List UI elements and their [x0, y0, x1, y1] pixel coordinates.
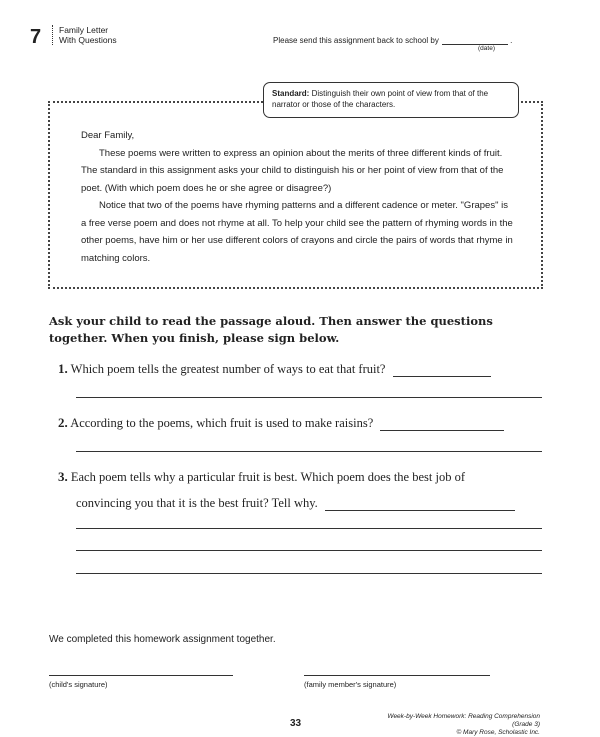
- instructions: Ask your child to read the passage aloud. Then answer the questions together. When you finish, please sign below.: [49, 314, 493, 345]
- credit-line-2: © Mary Rose, Scholastic Inc.: [456, 729, 540, 736]
- standard-label: Standard:: [272, 89, 310, 98]
- letter-paragraph-2: Notice that two of the poems have rhyming patterns and a different cadence or meter. "Grapes" is a free verse poem and does not rhyme at all. To help your child see the pattern of rhyming words in the other poems, have him or her use different colors of crayons and circle the pairs of words that rhyme in matching colors.: [81, 200, 513, 264]
- question-1: [58, 361, 491, 377]
- question-3-number: 3.: [58, 469, 68, 484]
- question-3-continued: [76, 496, 515, 511]
- family-letter: [81, 127, 513, 267]
- answer-2-line[interactable]: [76, 451, 542, 452]
- question-1-text: Which poem tells the greatest number of ways to eat that fruit?: [70, 362, 386, 376]
- answer-3-inline-line[interactable]: [325, 498, 515, 511]
- question-3-text-line2: convincing you that it is the best fruit? Tell why.: [76, 496, 318, 510]
- family-signature-label: (family member's signature): [304, 680, 397, 689]
- answer-3-line-2[interactable]: [76, 550, 542, 551]
- question-2: [58, 415, 504, 431]
- credit-line-1: Week-by-Week Homework: Reading Comprehension (Grade 3): [387, 713, 540, 728]
- child-signature-label: (child's signature): [49, 680, 108, 689]
- answer-3-line-3[interactable]: [76, 573, 542, 574]
- child-signature-line[interactable]: [49, 675, 233, 676]
- unit-title: [52, 25, 117, 45]
- answer-2-inline-line[interactable]: [380, 418, 504, 431]
- unit-number: 7: [30, 26, 42, 48]
- question-3-text-line1: Each poem tells why a particular fruit is best. Which poem does the best job of: [70, 470, 465, 484]
- unit-title-line2: With Questions: [59, 35, 117, 45]
- send-back-instruction: Please send this assignment back to school by .: [273, 36, 513, 45]
- credit: [380, 713, 540, 737]
- answer-1-inline-line[interactable]: [393, 364, 491, 377]
- answer-1-line[interactable]: [76, 397, 542, 398]
- completion-statement: We completed this homework assignment together.: [49, 634, 276, 645]
- page-number: 33: [290, 718, 302, 729]
- date-line[interactable]: [442, 36, 508, 45]
- answer-3-line-1[interactable]: [76, 528, 542, 529]
- standard-box: [263, 82, 519, 118]
- standard-text: Distinguish their own point of view from that of the narrator or those of the characters.: [272, 89, 489, 109]
- date-label: (date): [478, 45, 495, 52]
- send-back-text: Please send this assignment back to school by: [273, 36, 439, 45]
- question-2-text: According to the poems, which fruit is used to make raisins?: [70, 416, 374, 430]
- letter-paragraph-1: These poems were written to express an opinion about the merits of three different kinds of fruit. The standard in this assignment asks your child to distinguish his or her point of view from that of the poet. (With which poem does he or she agree or disagree?): [81, 147, 504, 194]
- letter-greeting: Dear Family,: [81, 130, 135, 141]
- question-1-number: 1.: [58, 361, 68, 376]
- question-2-number: 2.: [58, 415, 68, 430]
- family-signature-line[interactable]: [304, 675, 490, 676]
- question-3: [58, 469, 465, 485]
- unit-title-line1: Family Letter: [59, 25, 109, 35]
